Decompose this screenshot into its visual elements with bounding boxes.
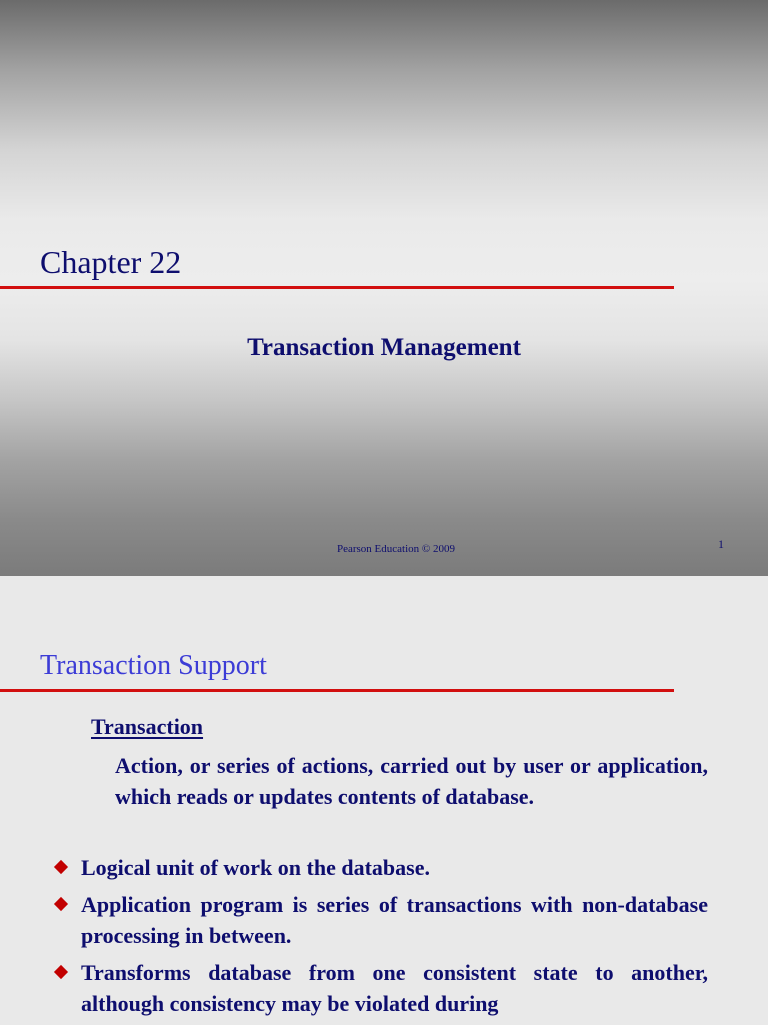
diamond-bullet-icon — [54, 860, 68, 874]
bullet-item — [52, 852, 708, 883]
diamond-bullet-icon — [54, 965, 68, 979]
bullet-item — [52, 889, 708, 951]
bullet-text: Transforms database from one consistent state to another, although consistency may be violated during — [81, 960, 708, 1016]
title-divider — [0, 689, 674, 692]
slide-footer: Pearson Education © 2009 — [336, 543, 456, 555]
bullet-list — [52, 852, 708, 1025]
diamond-bullet-icon — [54, 897, 68, 911]
chapter-subtitle: Transaction Management — [247, 334, 521, 361]
chapter-title: Chapter 22 — [40, 244, 182, 280]
bullet-text: Logical unit of work on the database. — [81, 855, 430, 880]
term-definition: Action, or series of actions, carried out by user or application, which reads or updates contents of database. — [115, 753, 708, 809]
title-divider — [0, 286, 674, 289]
slide-2 — [0, 576, 768, 1024]
bullet-item — [52, 957, 708, 1019]
page-number: 1 — [718, 537, 724, 551]
term-heading: Transaction — [91, 714, 204, 739]
slide-title: Transaction Support — [40, 650, 267, 681]
bullet-text: Application program is series of transactions with non-database processing in between. — [81, 892, 708, 948]
